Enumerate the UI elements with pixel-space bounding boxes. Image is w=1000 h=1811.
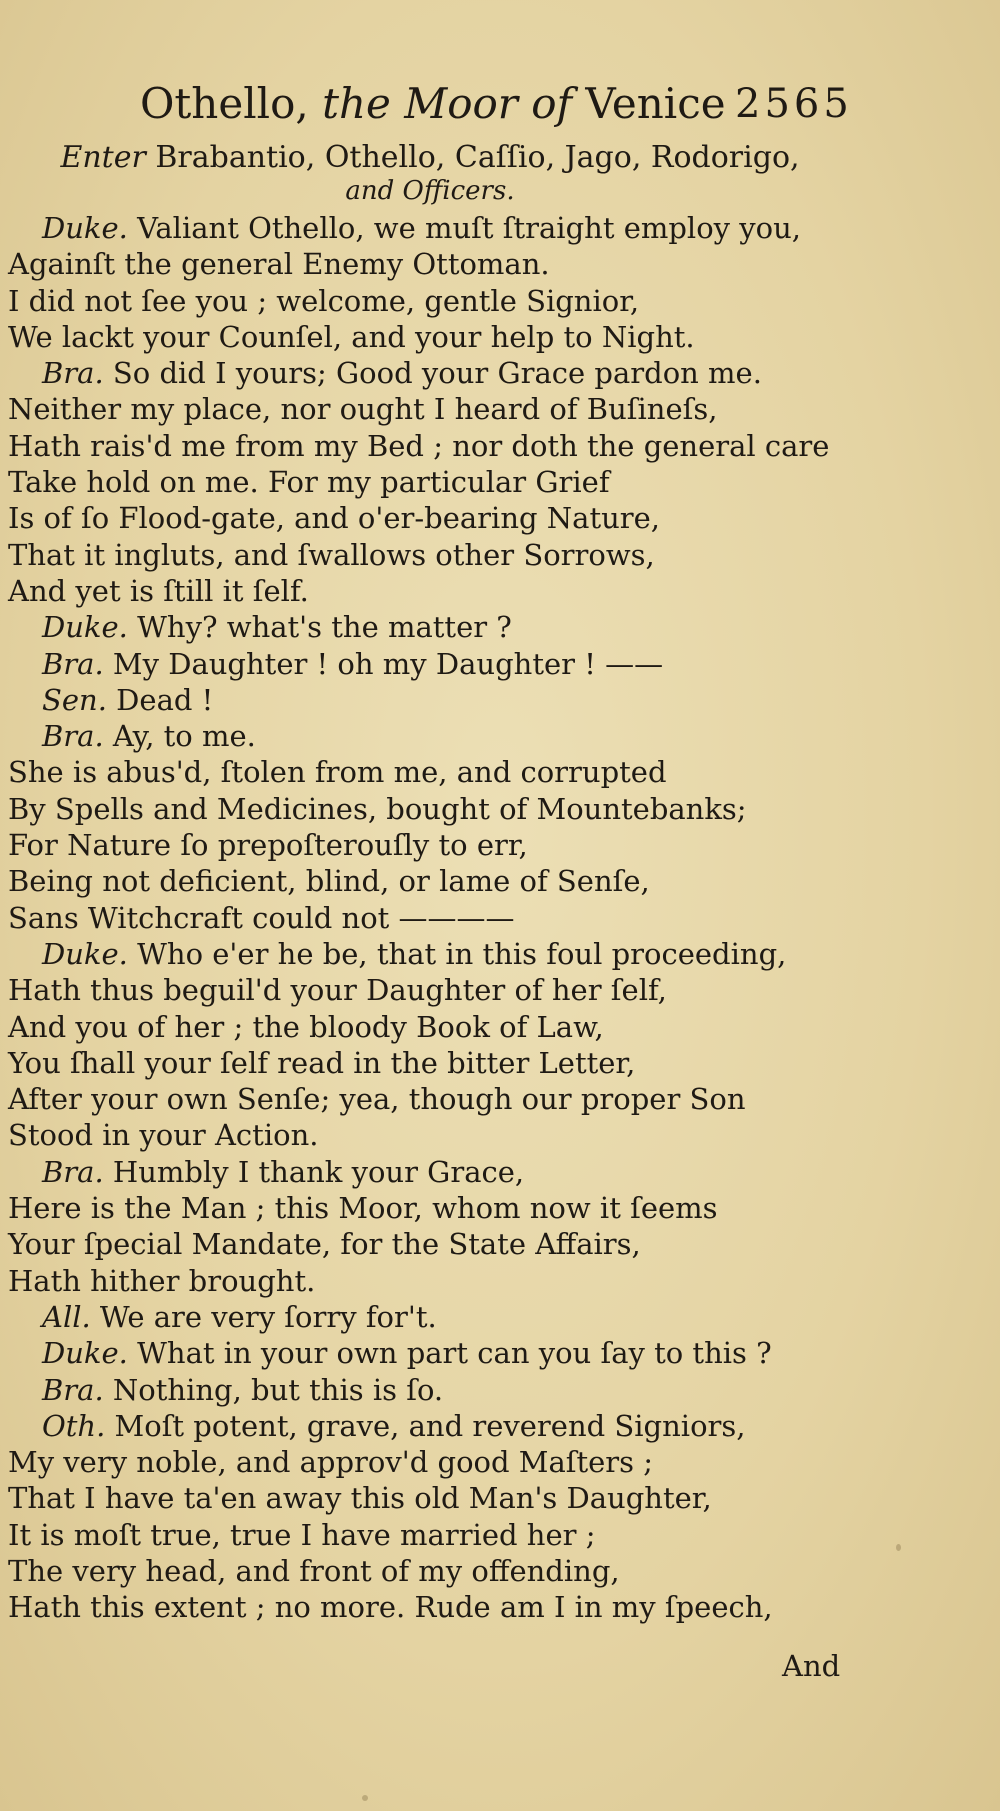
line-text: Nothing, but this is ſo. bbox=[103, 1372, 444, 1407]
text-line bbox=[8, 1299, 828, 1335]
paper-spot bbox=[362, 1795, 368, 1801]
line-text: Neither my place, nor ought I heard of Buſineſs, bbox=[8, 392, 718, 427]
line-text: And yet is ſtill it ſelf. bbox=[8, 573, 309, 608]
text-line bbox=[8, 1154, 828, 1190]
line-text: Moſt potent, grave, and reverend Signiors, bbox=[105, 1408, 746, 1443]
speaker-name: Bra. bbox=[42, 1154, 104, 1189]
text-line bbox=[8, 1263, 828, 1299]
line-text: We are very ſorry for't. bbox=[90, 1299, 437, 1334]
line-text: By Spells and Medicines, bought of Mountebanks; bbox=[8, 791, 747, 826]
line-text: My very noble, and approv'd good Maſters ; bbox=[8, 1445, 654, 1480]
speaker-name: Sen. bbox=[42, 682, 107, 717]
paper-spot bbox=[896, 1544, 901, 1551]
line-text: So did I yours; Good your Grace pardon me. bbox=[103, 356, 762, 391]
text-line bbox=[8, 1335, 828, 1371]
text-line bbox=[8, 210, 828, 246]
line-text: Ay, to me. bbox=[103, 719, 256, 754]
text-line bbox=[8, 1480, 828, 1516]
speaker-name: Duke. bbox=[42, 610, 128, 645]
text-line bbox=[8, 718, 828, 754]
speaker-name: Bra. bbox=[42, 719, 104, 754]
text-line bbox=[8, 1517, 828, 1553]
text-line bbox=[8, 1081, 828, 1117]
running-title bbox=[140, 74, 726, 134]
text-line bbox=[8, 682, 828, 718]
speaker-name: Bra. bbox=[42, 356, 104, 391]
line-text: We lackt your Counſel, and your help to Night. bbox=[8, 319, 695, 354]
line-text: Dead ! bbox=[106, 682, 214, 717]
line-text: It is moſt true, true I have married her ; bbox=[8, 1517, 596, 1552]
text-line bbox=[8, 1045, 828, 1081]
speaker-name: All. bbox=[42, 1299, 91, 1334]
speaker-name: Bra. bbox=[42, 646, 104, 681]
speaker-name: Duke. bbox=[42, 1336, 128, 1371]
line-text: Is of ſo Flood-gate, and o'er-bearing Nature, bbox=[8, 501, 661, 536]
line-text: I did not ſee you ; welcome, gentle Signior, bbox=[8, 283, 640, 318]
line-text: Here is the Man ; this Moor, whom now it ſeems bbox=[8, 1191, 718, 1226]
text-line bbox=[8, 1553, 828, 1589]
title-part-3: Venice bbox=[572, 79, 726, 128]
text-line bbox=[8, 754, 828, 790]
text-line bbox=[8, 1226, 828, 1262]
title-part-2: the Moor of bbox=[322, 79, 573, 128]
text-line bbox=[8, 900, 828, 936]
speaker-name: Duke. bbox=[42, 936, 128, 971]
line-text: After your own Senſe; yea, though our proper Son bbox=[8, 1082, 746, 1117]
page-number: 2565 bbox=[735, 81, 853, 127]
text-line bbox=[8, 1117, 828, 1153]
text-line bbox=[8, 827, 828, 863]
line-text: Stood in your Action. bbox=[8, 1118, 319, 1153]
line-text: Being not deficient, blind, or lame of Senſe, bbox=[8, 864, 650, 899]
line-text: Hath thus beguil'd your Daughter of her ſelf, bbox=[8, 973, 667, 1008]
stage-direction-names: Brabantio, Othello, Caſſio, Jago, Rodorigo, bbox=[145, 140, 800, 175]
stage-direction-lead: Enter bbox=[60, 140, 146, 175]
line-text: For Nature ſo prepoſterouſly to err, bbox=[8, 828, 528, 863]
text-line bbox=[8, 573, 828, 609]
line-text: Sans Witchcraft could not ———— bbox=[8, 900, 515, 935]
line-text: She is abus'd, ſtolen from me, and corrupted bbox=[8, 755, 667, 790]
line-text: You ſhall your ſelf read in the bitter Letter, bbox=[8, 1045, 636, 1080]
line-text: Againſt the general Enemy Ottoman. bbox=[8, 247, 550, 282]
text-line bbox=[8, 609, 828, 645]
text-line bbox=[8, 246, 828, 282]
text-line bbox=[8, 500, 828, 536]
text-line bbox=[8, 646, 828, 682]
line-text: Hath this extent ; no more. Rude am I in my ſpeech, bbox=[8, 1590, 773, 1625]
text-line bbox=[8, 537, 828, 573]
speaker-name: Bra. bbox=[42, 1372, 104, 1407]
line-text: Take hold on me. For my particular Grief bbox=[8, 465, 610, 500]
line-text: That it ingluts, and ſwallows other Sorrows, bbox=[8, 537, 655, 572]
text-line bbox=[8, 1408, 828, 1444]
line-text: My Daughter ! oh my Daughter ! —— bbox=[103, 646, 664, 681]
line-text: Humbly I thank your Grace, bbox=[103, 1154, 525, 1189]
line-text: Your ſpecial Mandate, for the State Affairs, bbox=[8, 1227, 641, 1262]
line-text: That I have ta'en away this old Man's Daughter, bbox=[8, 1481, 712, 1516]
text-line bbox=[8, 863, 828, 899]
text-line bbox=[8, 1589, 828, 1625]
text-line bbox=[8, 319, 828, 355]
line-text: Who e'er he be, that in this foul proceeding, bbox=[127, 936, 787, 971]
line-text: Why? what's the matter ? bbox=[127, 610, 512, 645]
line-text: And you of her ; the bloody Book of Law, bbox=[8, 1009, 604, 1044]
catchword: And bbox=[782, 1649, 841, 1683]
text-line bbox=[8, 1372, 828, 1408]
text-line bbox=[8, 1444, 828, 1480]
line-text: The very head, and front of my offending, bbox=[8, 1553, 620, 1588]
stage-direction bbox=[60, 140, 800, 206]
text-line bbox=[8, 428, 828, 464]
dialogue-text bbox=[8, 210, 828, 1626]
line-text: What in your own part can you ſay to this ? bbox=[127, 1336, 772, 1371]
text-line bbox=[8, 972, 828, 1008]
text-line bbox=[8, 791, 828, 827]
text-line bbox=[8, 391, 828, 427]
running-header bbox=[0, 74, 1000, 134]
title-part-1: Othello, bbox=[140, 79, 323, 128]
text-line bbox=[8, 936, 828, 972]
line-text: Hath hither brought. bbox=[8, 1263, 316, 1298]
stage-direction-continuation: and Officers. bbox=[345, 176, 515, 206]
text-line bbox=[8, 1009, 828, 1045]
text-line bbox=[8, 283, 828, 319]
speaker-name: Duke. bbox=[42, 211, 128, 245]
text-line bbox=[8, 355, 828, 391]
speaker-name: Oth. bbox=[42, 1408, 106, 1443]
line-text: Valiant Othello, we muſt ſtraight employ you, bbox=[127, 211, 801, 245]
text-line bbox=[8, 1190, 828, 1226]
text-line bbox=[8, 464, 828, 500]
line-text: Hath rais'd me from my Bed ; nor doth the general care bbox=[8, 428, 830, 463]
